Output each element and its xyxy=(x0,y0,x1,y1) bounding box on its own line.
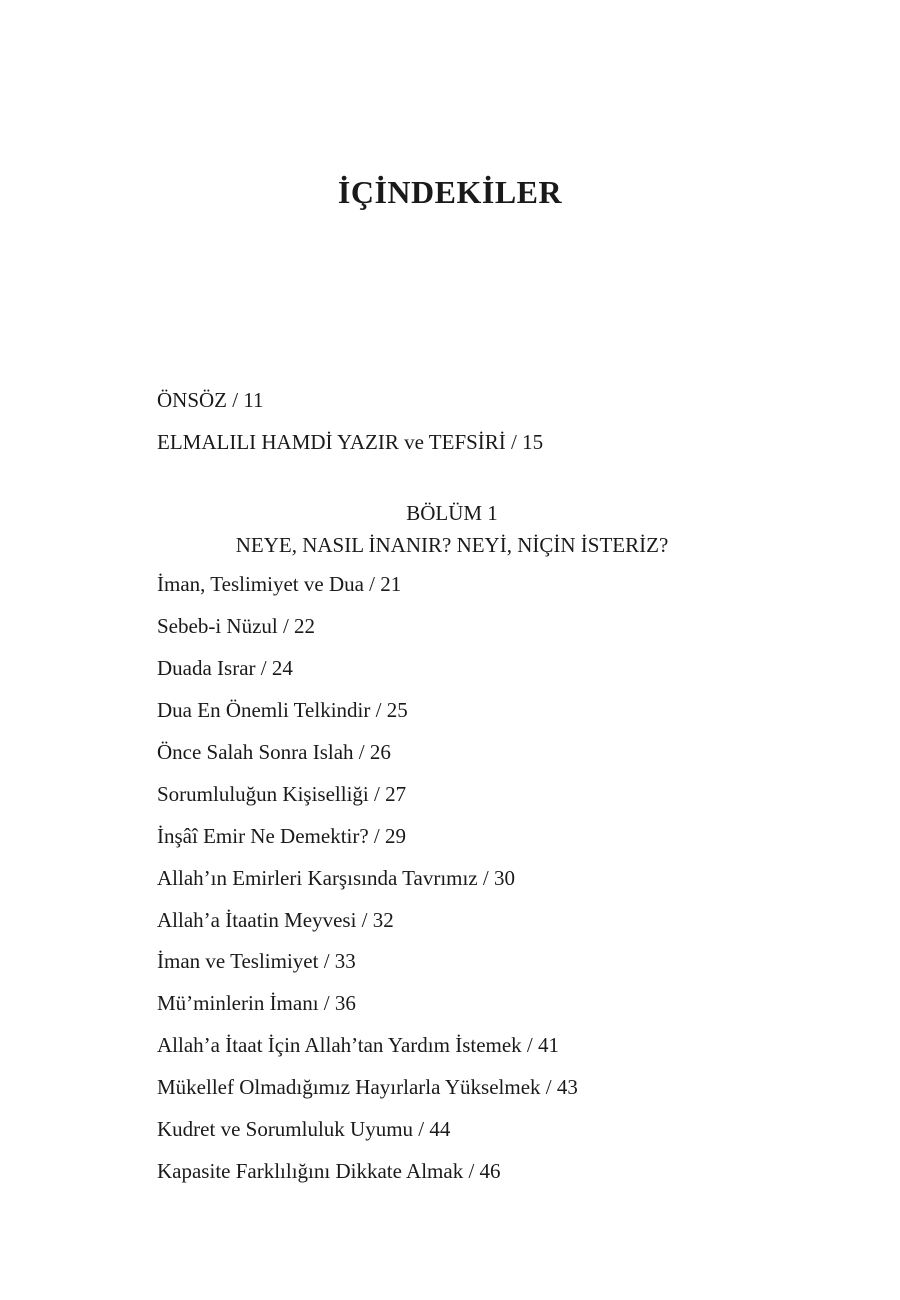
toc-entry[interactable]: Allah’ın Emirleri Karşısında Tavrımız / 30 xyxy=(157,866,515,890)
toc-entry[interactable]: Sorumluluğun Kişiselliği / 27 xyxy=(157,782,407,806)
toc-entry[interactable]: Duada Israr / 24 xyxy=(157,656,293,680)
toc-entry[interactable]: Dua En Önemli Telkindir / 25 xyxy=(157,698,408,722)
toc-entry[interactable]: Mükellef Olmadığımız Hayırlarla Yükselmek / 43 xyxy=(157,1075,578,1099)
toc-entry[interactable]: İnşâî Emir Ne Demektir? / 29 xyxy=(157,824,407,848)
toc-entry-preface[interactable]: ÖNSÖZ / 11 xyxy=(157,388,264,412)
page-title: İÇİNDEKİLER xyxy=(337,174,563,210)
toc-entry[interactable]: Mü’minlerin İmanı / 36 xyxy=(157,991,356,1015)
section-heading: NEYE, NASIL İNANIR? NEYİ, NİÇİN İSTERİZ? xyxy=(235,533,669,557)
toc-entry[interactable]: Allah’a İtaat İçin Allah’tan Yardım İstemek / 41 xyxy=(157,1033,560,1057)
toc-entry[interactable]: Önce Salah Sonra Islah / 26 xyxy=(157,740,391,764)
toc-entry-author-intro[interactable]: ELMALILI HAMDİ YAZIR ve TEFSİRİ / 15 xyxy=(157,430,544,454)
section-label: BÖLÜM 1 xyxy=(406,501,498,525)
toc-entry[interactable]: Sebeb-i Nüzul / 22 xyxy=(157,614,316,638)
toc-entry[interactable]: Kapasite Farklılığını Dikkate Almak / 46 xyxy=(157,1159,501,1183)
toc-entry[interactable]: İman, Teslimiyet ve Dua / 21 xyxy=(157,572,402,596)
toc-entry[interactable]: Kudret ve Sorumluluk Uyumu / 44 xyxy=(157,1117,451,1141)
toc-entry[interactable]: İman ve Teslimiyet / 33 xyxy=(157,949,356,973)
toc-entry[interactable]: Allah’a İtaatin Meyvesi / 32 xyxy=(157,908,394,932)
